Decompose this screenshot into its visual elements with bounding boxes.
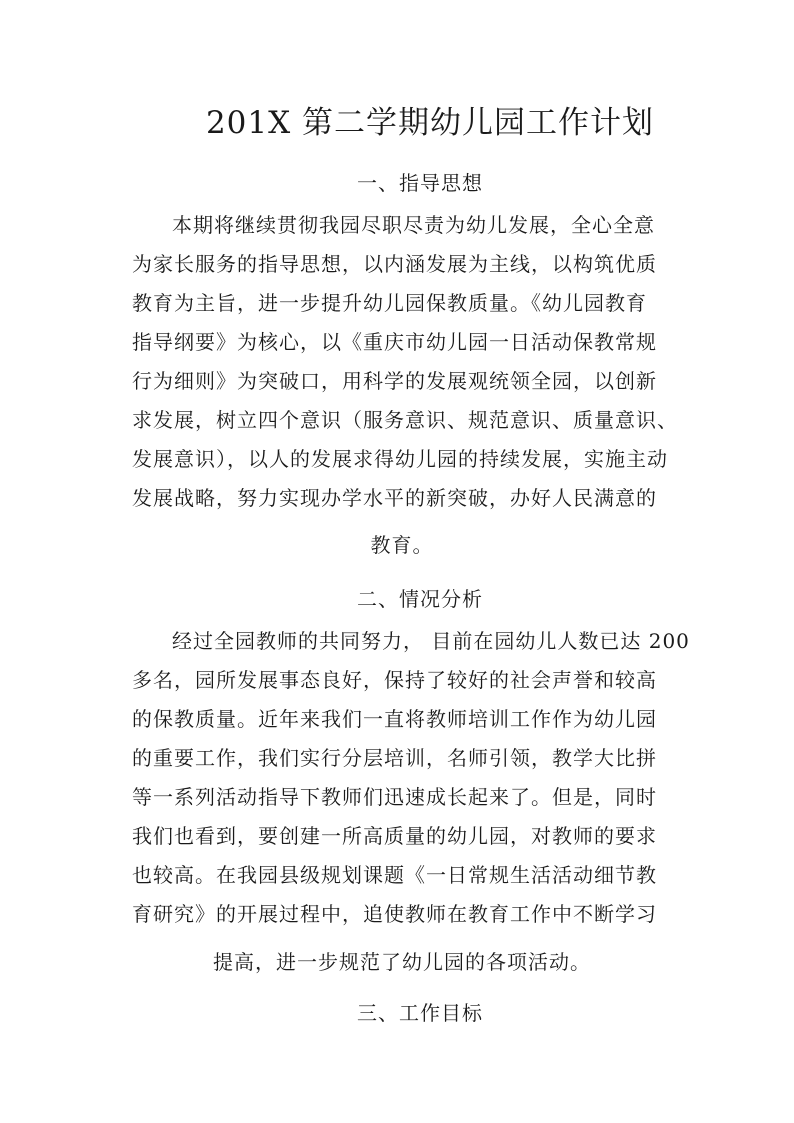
paragraph-line: 育研究》的开展过程中，追使教师在教育工作中不断学习 xyxy=(132,902,657,926)
document-title: 201X 第二学期幼儿园工作计划 xyxy=(205,105,655,141)
paragraph-line: 教育。 xyxy=(370,533,434,557)
paragraph-line: 我们也看到，要创建一所高质量的幼儿园，对教师的要求 xyxy=(132,824,657,848)
section-heading-situation-analysis: 二、情况分析 xyxy=(357,587,483,611)
paragraph-line: 指导纲要》为核心，以《重庆市幼儿园一日活动保教常规 xyxy=(132,330,657,354)
paragraph-line: 本期将继续贯彻我园尽职尽责为幼儿发展，全心全意 xyxy=(172,213,655,237)
section-heading-guiding-ideology: 一、指导思想 xyxy=(357,171,483,195)
paragraph-line: 多名，园所发展事态良好，保持了较好的社会声誉和较高 xyxy=(132,668,657,692)
paragraph-line: 求发展，树立四个意识（服务意识、规范意识、质量意识、 xyxy=(132,408,678,432)
paragraph-line: 行为细则》为突破口，用科学的发展观统领全园，以创新 xyxy=(132,369,657,393)
paragraph-line: 提高，进一步规范了幼儿园的各项活动。 xyxy=(213,950,591,974)
paragraph-line: 为家长服务的指导思想，以内涵发展为主线，以构筑优质 xyxy=(132,252,657,276)
paragraph-line: 的重要工作，我们实行分层培训，名师引领，教学大比拼 xyxy=(132,746,657,770)
paragraph-line: 发展战略，努力实现办学水平的新突破，办好人民满意的 xyxy=(132,486,657,510)
paragraph-line: 发展意识），以人的发展求得幼儿园的持续发展，实施主动 xyxy=(132,447,668,471)
section-heading-work-goals: 三、工作目标 xyxy=(357,1001,483,1025)
paragraph-line: 经过全园教师的共同努力， 目前在园幼儿人数已达 200 xyxy=(172,629,690,653)
paragraph-line: 教育为主旨，进一步提升幼儿园保教质量。《幼儿园教育 xyxy=(132,291,647,315)
paragraph-line: 也较高。在我园县级规划课题《一日常规生活活动细节教 xyxy=(132,863,657,887)
paragraph-line: 等一系列活动指导下教师们迅速成长起来了。但是，同时 xyxy=(132,785,657,809)
paragraph-line: 的保教质量。近年来我们一直将教师培训工作作为幼儿园 xyxy=(132,707,657,731)
